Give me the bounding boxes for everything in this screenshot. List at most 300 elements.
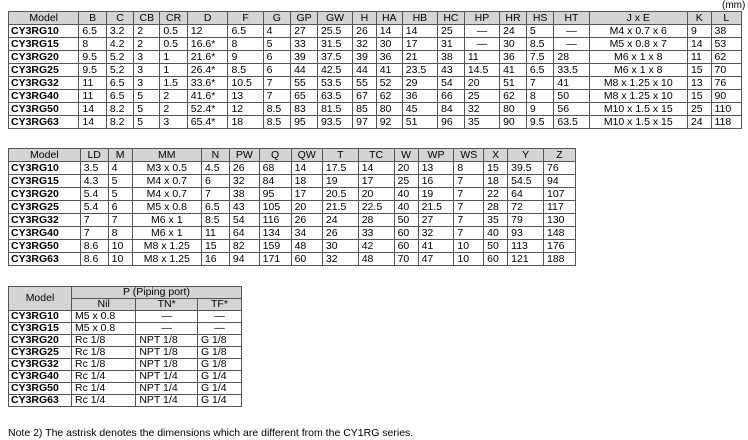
value-cell: 8	[454, 162, 484, 175]
value-cell: 19	[418, 188, 454, 201]
value-cell: 64	[229, 227, 259, 240]
value-cell: 11	[687, 51, 711, 64]
value-cell: 36	[376, 51, 402, 64]
value-cell: 31	[438, 38, 465, 51]
value-cell: 18	[484, 175, 508, 188]
value-cell: 65	[291, 90, 318, 103]
value-cell: 17	[291, 188, 322, 201]
value-cell: 19	[322, 175, 358, 188]
table-row	[9, 395, 242, 407]
value-cell: 85	[353, 103, 377, 116]
header-cell: QW	[291, 149, 322, 162]
value-cell: 7	[263, 77, 290, 90]
value-cell: 60	[394, 227, 418, 240]
value-cell: 4.2	[106, 38, 133, 51]
value-cell: M5 x 0.8	[72, 311, 136, 323]
value-cell: 80	[500, 103, 527, 116]
value-cell: 17	[402, 38, 437, 51]
table-row	[9, 77, 742, 90]
value-cell: 93.5	[317, 116, 352, 129]
value-cell: G 1/4	[197, 395, 241, 407]
table-row	[9, 347, 242, 359]
table-row	[9, 64, 742, 77]
value-cell: M8 x 1.25	[132, 253, 201, 266]
value-cell: 30	[376, 38, 402, 51]
value-cell: 6	[201, 175, 229, 188]
value-cell: Rc 1/4	[72, 383, 136, 395]
value-cell: 3	[160, 116, 187, 129]
value-cell: 62	[376, 90, 402, 103]
value-cell: 36	[402, 90, 437, 103]
value-cell: 62	[500, 90, 527, 103]
value-cell: 21.5	[418, 201, 454, 214]
value-cell: 97	[353, 116, 377, 129]
value-cell: 5.2	[106, 51, 133, 64]
value-cell: 34	[291, 227, 322, 240]
value-cell: 4.5	[201, 162, 229, 175]
value-cell: 95	[291, 116, 318, 129]
header-cell: T	[322, 149, 358, 162]
header-cell: Model	[9, 149, 81, 162]
value-cell: 7	[454, 214, 484, 227]
value-cell: 6.5	[106, 90, 133, 103]
header-cell: PW	[229, 149, 259, 162]
value-cell: 15	[687, 64, 711, 77]
value-cell: 17	[358, 175, 394, 188]
value-cell: 40	[394, 201, 418, 214]
header-cell: HR	[500, 12, 527, 25]
value-cell: 53	[711, 38, 742, 51]
value-cell: —	[554, 38, 589, 51]
value-cell: 35	[464, 116, 499, 129]
value-cell: 42.5	[317, 64, 352, 77]
value-cell: 3	[134, 64, 160, 77]
value-cell: 3.5	[80, 162, 108, 175]
dimensions-table-2	[8, 148, 576, 266]
value-cell: 30	[322, 240, 358, 253]
value-cell: 63.5	[317, 90, 352, 103]
value-cell: 60	[484, 253, 508, 266]
value-cell: 14	[358, 162, 394, 175]
model-cell: CY3RG63	[9, 116, 79, 129]
value-cell: M4 x 0.7	[132, 175, 201, 188]
model-cell: CY3RG50	[9, 240, 81, 253]
value-cell: —	[464, 25, 499, 38]
header-cell: WS	[454, 149, 484, 162]
value-cell: 6.5	[201, 201, 229, 214]
value-cell: 0.5	[160, 25, 187, 38]
value-cell: 32	[229, 175, 259, 188]
value-cell: M8 x 1.25 x 10	[589, 90, 687, 103]
value-cell: 13	[687, 77, 711, 90]
value-cell: 14.5	[464, 64, 499, 77]
value-cell: 10	[108, 240, 132, 253]
value-cell: NPT 1/8	[136, 359, 198, 371]
value-cell: 14	[402, 25, 437, 38]
value-cell: 33.6*	[187, 77, 228, 90]
value-cell: M4 x 0.7	[132, 188, 201, 201]
value-cell: 29	[402, 77, 437, 90]
header-cell: CB	[134, 12, 160, 25]
value-cell: 5	[108, 175, 132, 188]
value-cell: 5	[134, 90, 160, 103]
value-cell: 84	[438, 103, 465, 116]
value-cell: 95	[259, 188, 291, 201]
value-cell: 113	[508, 240, 544, 253]
value-cell: 41	[376, 64, 402, 77]
value-cell: M10 x 1.5 x 15	[589, 116, 687, 129]
model-cell: CY3RG32	[9, 77, 79, 90]
value-cell: 30	[500, 38, 527, 51]
value-cell: 1	[160, 64, 187, 77]
model-cell: CY3RG40	[9, 371, 72, 383]
model-cell: CY3RG15	[9, 323, 72, 335]
table-row	[9, 335, 242, 347]
value-cell: 21	[402, 51, 437, 64]
value-cell: 40	[484, 227, 508, 240]
value-cell: 33.5	[554, 64, 589, 77]
value-cell: 48	[358, 253, 394, 266]
value-cell: NPT 1/4	[136, 395, 198, 407]
header-cell: Y	[508, 149, 544, 162]
header-cell: GW	[317, 12, 352, 25]
value-cell: 0.5	[160, 38, 187, 51]
value-cell: 80	[376, 103, 402, 116]
dimensions-table-1	[8, 11, 742, 129]
value-cell: 8.5	[228, 64, 263, 77]
value-cell: 6	[263, 64, 290, 77]
value-cell: 11	[464, 51, 499, 64]
header-cell: C	[106, 12, 133, 25]
value-cell: 38	[438, 51, 465, 64]
value-cell: 53.5	[317, 77, 352, 90]
value-cell: 11	[201, 227, 229, 240]
value-cell: Rc 1/4	[72, 395, 136, 407]
header-cell: TF*	[197, 299, 241, 311]
header-cell: X	[484, 149, 508, 162]
value-cell: 22.5	[358, 201, 394, 214]
value-cell: 25	[394, 175, 418, 188]
value-cell: 12	[228, 103, 263, 116]
value-cell: 121	[508, 253, 544, 266]
table-row	[9, 188, 576, 201]
value-cell: 70	[711, 64, 742, 77]
value-cell: 37.5	[317, 51, 352, 64]
value-cell: 8	[228, 38, 263, 51]
value-cell: 20	[291, 201, 322, 214]
footnote: Note 2) The astrisk denotes the dimensions which are different from the CY1RG series.	[8, 427, 414, 439]
value-cell: 10.5	[228, 77, 263, 90]
value-cell: 14	[291, 162, 322, 175]
value-cell: 20.5	[322, 188, 358, 201]
header-cell: HS	[526, 12, 553, 25]
value-cell: 11	[79, 77, 106, 90]
value-cell: G 1/8	[197, 359, 241, 371]
value-cell: 7	[263, 90, 290, 103]
table-row	[9, 25, 742, 38]
value-cell: 96	[438, 116, 465, 129]
value-cell: NPT 1/4	[136, 371, 198, 383]
header-cell: CR	[160, 12, 187, 25]
value-cell: 6.5	[106, 77, 133, 90]
value-cell: 2	[160, 90, 187, 103]
value-cell: G 1/4	[197, 371, 241, 383]
value-cell: 5	[134, 116, 160, 129]
header-cell: F	[228, 12, 263, 25]
value-cell: 9	[228, 51, 263, 64]
value-cell: 42	[358, 240, 394, 253]
value-cell: 12	[187, 25, 228, 38]
value-cell: M6 x 1 x 8	[589, 51, 687, 64]
value-cell: 8	[526, 90, 553, 103]
value-cell: 28	[554, 51, 589, 64]
value-cell: 23.5	[402, 64, 437, 77]
table-row	[9, 214, 576, 227]
table-row	[9, 323, 242, 335]
value-cell: 6.5	[526, 64, 553, 77]
value-cell: 55	[353, 77, 377, 90]
value-cell: 50	[394, 214, 418, 227]
value-cell: 35	[484, 214, 508, 227]
value-cell: 16	[418, 175, 454, 188]
value-cell: 68	[259, 162, 291, 175]
table-row	[9, 116, 742, 129]
value-cell: 8.6	[80, 240, 108, 253]
value-cell: 8.5	[201, 214, 229, 227]
value-cell: 20	[358, 188, 394, 201]
value-cell: 24	[322, 214, 358, 227]
value-cell: 56	[554, 103, 589, 116]
value-cell: 14	[376, 25, 402, 38]
value-cell: 10	[108, 253, 132, 266]
value-cell: 8	[79, 38, 106, 51]
value-cell: 26	[229, 162, 259, 175]
header-cell: MM	[132, 149, 201, 162]
value-cell: 11	[79, 90, 106, 103]
value-cell: 15	[484, 162, 508, 175]
value-cell: 52.4*	[187, 103, 228, 116]
value-cell: 14	[79, 103, 106, 116]
model-cell: CY3RG32	[9, 359, 72, 371]
value-cell: 43	[229, 201, 259, 214]
unit-label: (mm)	[722, 0, 746, 11]
value-cell: M8 x 1.25	[132, 240, 201, 253]
model-cell: CY3RG50	[9, 383, 72, 395]
value-cell: 3	[134, 51, 160, 64]
header-cell: L	[711, 12, 742, 25]
value-cell: 7	[201, 188, 229, 201]
model-cell: CY3RG40	[9, 90, 79, 103]
value-cell: M6 x 1 x 8	[589, 64, 687, 77]
value-cell: 13	[228, 90, 263, 103]
value-cell: 32	[418, 227, 454, 240]
value-cell: 134	[259, 227, 291, 240]
value-cell: 6.5	[228, 25, 263, 38]
value-cell: 25	[687, 103, 711, 116]
value-cell: 39	[353, 51, 377, 64]
value-cell: 10	[454, 253, 484, 266]
value-cell: 2	[160, 103, 187, 116]
value-cell: 2	[134, 25, 160, 38]
value-cell: 7	[454, 201, 484, 214]
value-cell: 8	[108, 227, 132, 240]
value-cell: 70	[394, 253, 418, 266]
header-cell: P (Piping port)	[72, 287, 242, 299]
value-cell: 9.5	[79, 51, 106, 64]
model-cell: CY3RG15	[9, 38, 79, 51]
value-cell: 82	[229, 240, 259, 253]
value-cell: —	[464, 38, 499, 51]
value-cell: M6 x 1	[132, 214, 201, 227]
value-cell: 148	[544, 227, 576, 240]
header-cell: TC	[358, 149, 394, 162]
value-cell: 41	[500, 64, 527, 77]
header-cell: Model	[9, 12, 79, 25]
header-cell: HT	[554, 12, 589, 25]
header-cell: B	[79, 12, 106, 25]
value-cell: 6.5	[79, 25, 106, 38]
value-cell: 32	[464, 103, 499, 116]
value-cell: 107	[544, 188, 576, 201]
header-cell: WP	[418, 149, 454, 162]
value-cell: 5.4	[80, 188, 108, 201]
value-cell: 52	[376, 77, 402, 90]
value-cell: 14	[79, 116, 106, 129]
header-cell: Model	[9, 287, 72, 311]
value-cell: —	[136, 323, 198, 335]
value-cell: 5	[108, 188, 132, 201]
value-cell: G 1/8	[197, 347, 241, 359]
table-row	[9, 51, 742, 64]
header-cell: D	[187, 12, 228, 25]
piping-port-table	[8, 286, 242, 407]
value-cell: 8.6	[80, 253, 108, 266]
model-cell: CY3RG32	[9, 214, 81, 227]
value-cell: 20	[464, 77, 499, 90]
value-cell: 33	[291, 38, 318, 51]
value-cell: 67	[353, 90, 377, 103]
value-cell: M8 x 1.25 x 10	[589, 77, 687, 90]
value-cell: 9.5	[79, 64, 106, 77]
value-cell: 60	[394, 240, 418, 253]
table-row	[9, 175, 576, 188]
value-cell: M6 x 1	[132, 227, 201, 240]
value-cell: G 1/8	[197, 335, 241, 347]
value-cell: 31.5	[317, 38, 352, 51]
value-cell: Rc 1/8	[72, 335, 136, 347]
value-cell: 26	[353, 25, 377, 38]
table-row	[9, 359, 242, 371]
header-cell: Z	[544, 149, 576, 162]
value-cell: 90	[500, 116, 527, 129]
value-cell: 7	[454, 188, 484, 201]
value-cell: 7	[454, 175, 484, 188]
table-row	[9, 311, 242, 323]
value-cell: 1.5	[160, 77, 187, 90]
header-cell: HB	[402, 12, 437, 25]
value-cell: 25	[464, 90, 499, 103]
value-cell: 6	[263, 51, 290, 64]
table-row	[9, 383, 242, 395]
value-cell: M5 x 0.8	[72, 323, 136, 335]
value-cell: 7.5	[526, 51, 553, 64]
value-cell: M5 x 0.8 x 7	[589, 38, 687, 51]
value-cell: 51	[402, 116, 437, 129]
value-cell: 176	[544, 240, 576, 253]
value-cell: 17.5	[322, 162, 358, 175]
value-cell: 66	[438, 90, 465, 103]
value-cell: 21.6*	[187, 51, 228, 64]
header-cell: N	[201, 149, 229, 162]
value-cell: 54	[229, 214, 259, 227]
header-cell: K	[687, 12, 711, 25]
value-cell: 9.5	[526, 116, 553, 129]
value-cell: 32	[322, 253, 358, 266]
value-cell: 25.5	[317, 25, 352, 38]
header-cell: H	[353, 12, 377, 25]
value-cell: —	[197, 323, 241, 335]
value-cell: 4	[108, 162, 132, 175]
model-cell: CY3RG25	[9, 347, 72, 359]
value-cell: 8.5	[526, 38, 553, 51]
model-cell: CY3RG40	[9, 227, 81, 240]
value-cell: 13	[418, 162, 454, 175]
header-cell: HP	[464, 12, 499, 25]
value-cell: 110	[711, 103, 742, 116]
value-cell: 45	[402, 103, 437, 116]
value-cell: 39	[291, 51, 318, 64]
value-cell: 65.4*	[187, 116, 228, 129]
value-cell: 8.5	[263, 116, 290, 129]
value-cell: 72	[508, 201, 544, 214]
value-cell: 116	[259, 214, 291, 227]
value-cell: 81.5	[317, 103, 352, 116]
value-cell: 8.2	[106, 116, 133, 129]
value-cell: 28	[358, 214, 394, 227]
value-cell: 38	[711, 25, 742, 38]
table-row	[9, 227, 576, 240]
value-cell: 27	[418, 214, 454, 227]
value-cell: 105	[259, 201, 291, 214]
value-cell: 39.5	[508, 162, 544, 175]
value-cell: 14	[687, 38, 711, 51]
value-cell: G 1/4	[197, 383, 241, 395]
value-cell: 94	[544, 175, 576, 188]
value-cell: 41.6*	[187, 90, 228, 103]
value-cell: 48	[291, 240, 322, 253]
value-cell: 117	[544, 201, 576, 214]
value-cell: 28	[484, 201, 508, 214]
value-cell: 51	[500, 77, 527, 90]
header-cell: J x E	[589, 12, 687, 25]
model-cell: CY3RG20	[9, 188, 81, 201]
header-cell: HC	[438, 12, 465, 25]
value-cell: 16	[201, 253, 229, 266]
table-row	[9, 90, 742, 103]
value-cell: 55	[291, 77, 318, 90]
value-cell: 26.4*	[187, 64, 228, 77]
value-cell: 8.5	[263, 103, 290, 116]
value-cell: 6	[108, 201, 132, 214]
model-cell: CY3RG25	[9, 64, 79, 77]
value-cell: 63.5	[554, 116, 589, 129]
model-cell: CY3RG63	[9, 253, 81, 266]
value-cell: 188	[544, 253, 576, 266]
value-cell: 41	[418, 240, 454, 253]
table-row	[9, 253, 576, 266]
value-cell: 38	[229, 188, 259, 201]
model-cell: CY3RG50	[9, 103, 79, 116]
